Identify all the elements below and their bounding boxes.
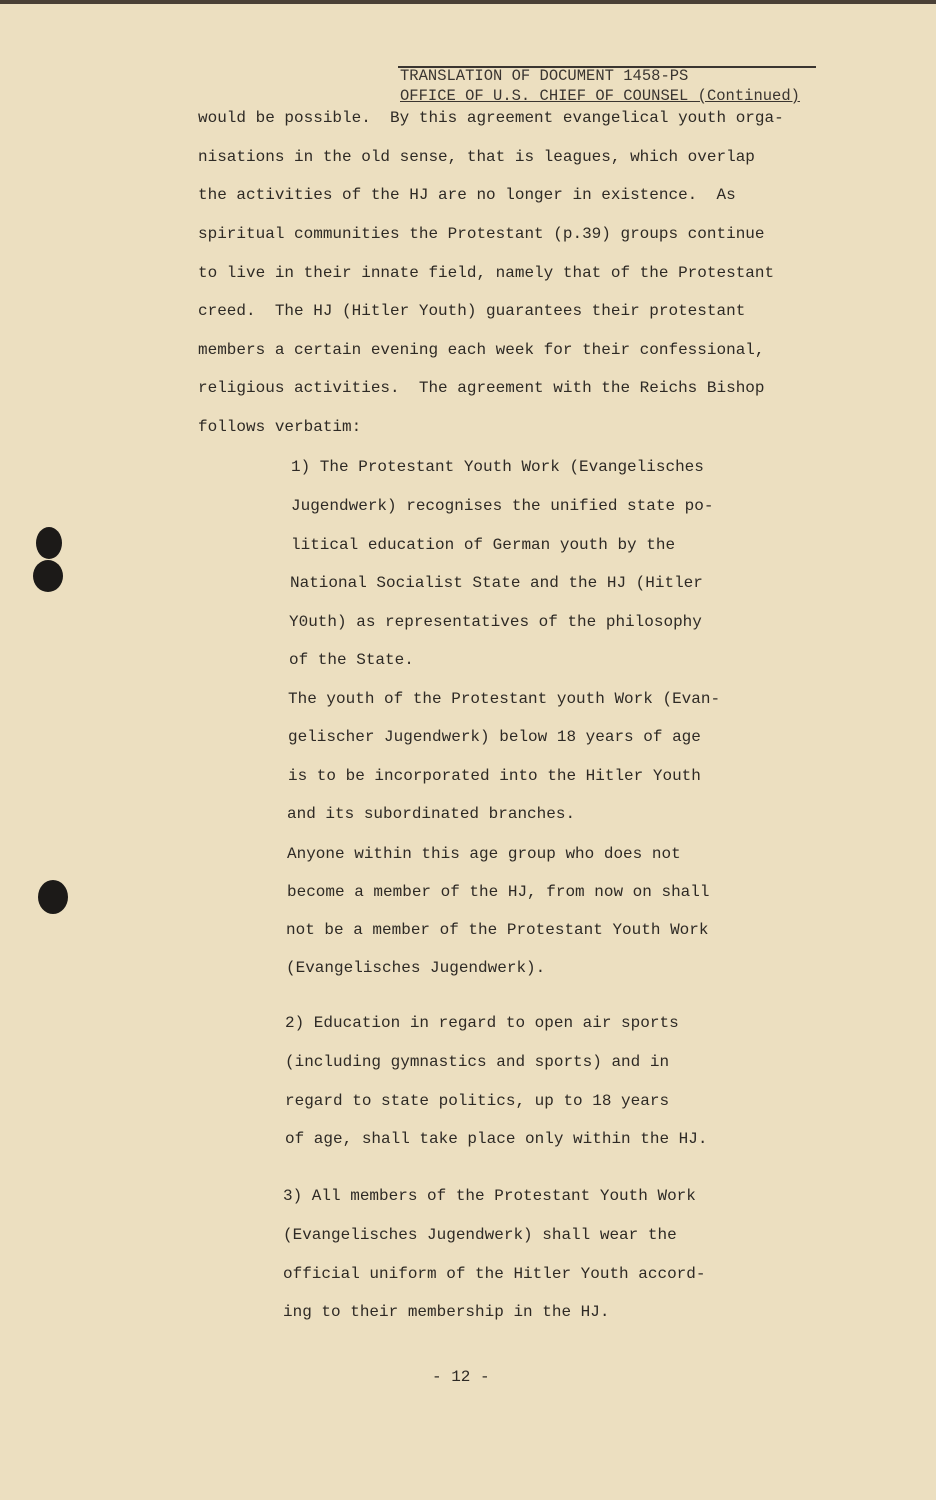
text-line: 2) Education in regard to open air sports xyxy=(285,1014,679,1032)
text-line: the activities of the HJ are no longer in existence. As xyxy=(198,186,736,204)
text-line: creed. The HJ (Hitler Youth) guarantees their protestant xyxy=(198,302,746,320)
text-line: Y0uth) as representatives of the philosophy xyxy=(289,613,702,631)
text-line: National Socialist State and the HJ (Hitler xyxy=(290,574,703,592)
text-line: nisations in the old sense, that is leagues, which overlap xyxy=(198,148,755,166)
text-line: Jugendwerk) recognises the unified state po- xyxy=(291,497,714,515)
text-line: is to be incorporated into the Hitler Youth xyxy=(288,767,701,785)
office-heading: OFFICE OF U.S. CHIEF OF COUNSEL (Continued) xyxy=(400,87,800,105)
page-number: - 12 - xyxy=(432,1368,490,1386)
text-line: religious activities. The agreement with the Reichs Bishop xyxy=(198,379,765,397)
text-line: ing to their membership in the HJ. xyxy=(283,1303,610,1321)
text-line: litical education of German youth by the xyxy=(291,536,676,554)
text-line: (Evangelisches Jugendwerk). xyxy=(286,959,546,977)
text-line: become a member of the HJ, from now on shall xyxy=(287,883,710,901)
text-line: gelischer Jugendwerk) below 18 years of age xyxy=(288,728,701,746)
text-line: official uniform of the Hitler Youth accord- xyxy=(283,1265,706,1283)
text-line: (including gymnastics and sports) and in xyxy=(285,1053,670,1071)
text-line: members a certain evening each week for their confessional, xyxy=(198,341,765,359)
text-line: 1) The Protestant Youth Work (Evangelisches xyxy=(291,458,704,476)
punch-hole xyxy=(33,560,63,592)
text-line: The youth of the Protestant youth Work (Evan- xyxy=(288,690,721,708)
text-line: regard to state politics, up to 18 years xyxy=(285,1092,670,1110)
text-line: of age, shall take place only within the HJ. xyxy=(285,1130,708,1148)
text-line: Anyone within this age group who does not xyxy=(287,845,681,863)
punch-hole xyxy=(36,527,62,559)
text-line: and its subordinated branches. xyxy=(287,805,576,823)
text-line: of the State. xyxy=(289,651,414,669)
text-line: (Evangelisches Jugendwerk) shall wear the xyxy=(283,1226,677,1244)
text-line: follows verbatim: xyxy=(198,418,362,436)
text-line: not be a member of the Protestant Youth Work xyxy=(286,921,709,939)
text-line: to live in their innate field, namely that of the Protestant xyxy=(198,264,775,282)
text-line: would be possible. By this agreement evangelical youth orga- xyxy=(198,109,784,127)
page-top-edge xyxy=(0,0,936,4)
text-line: 3) All members of the Protestant Youth Work xyxy=(283,1187,696,1205)
document-title: TRANSLATION OF DOCUMENT 1458-PS xyxy=(400,67,689,85)
punch-hole xyxy=(38,880,68,914)
text-line: spiritual communities the Protestant (p.39) groups continue xyxy=(198,225,765,243)
